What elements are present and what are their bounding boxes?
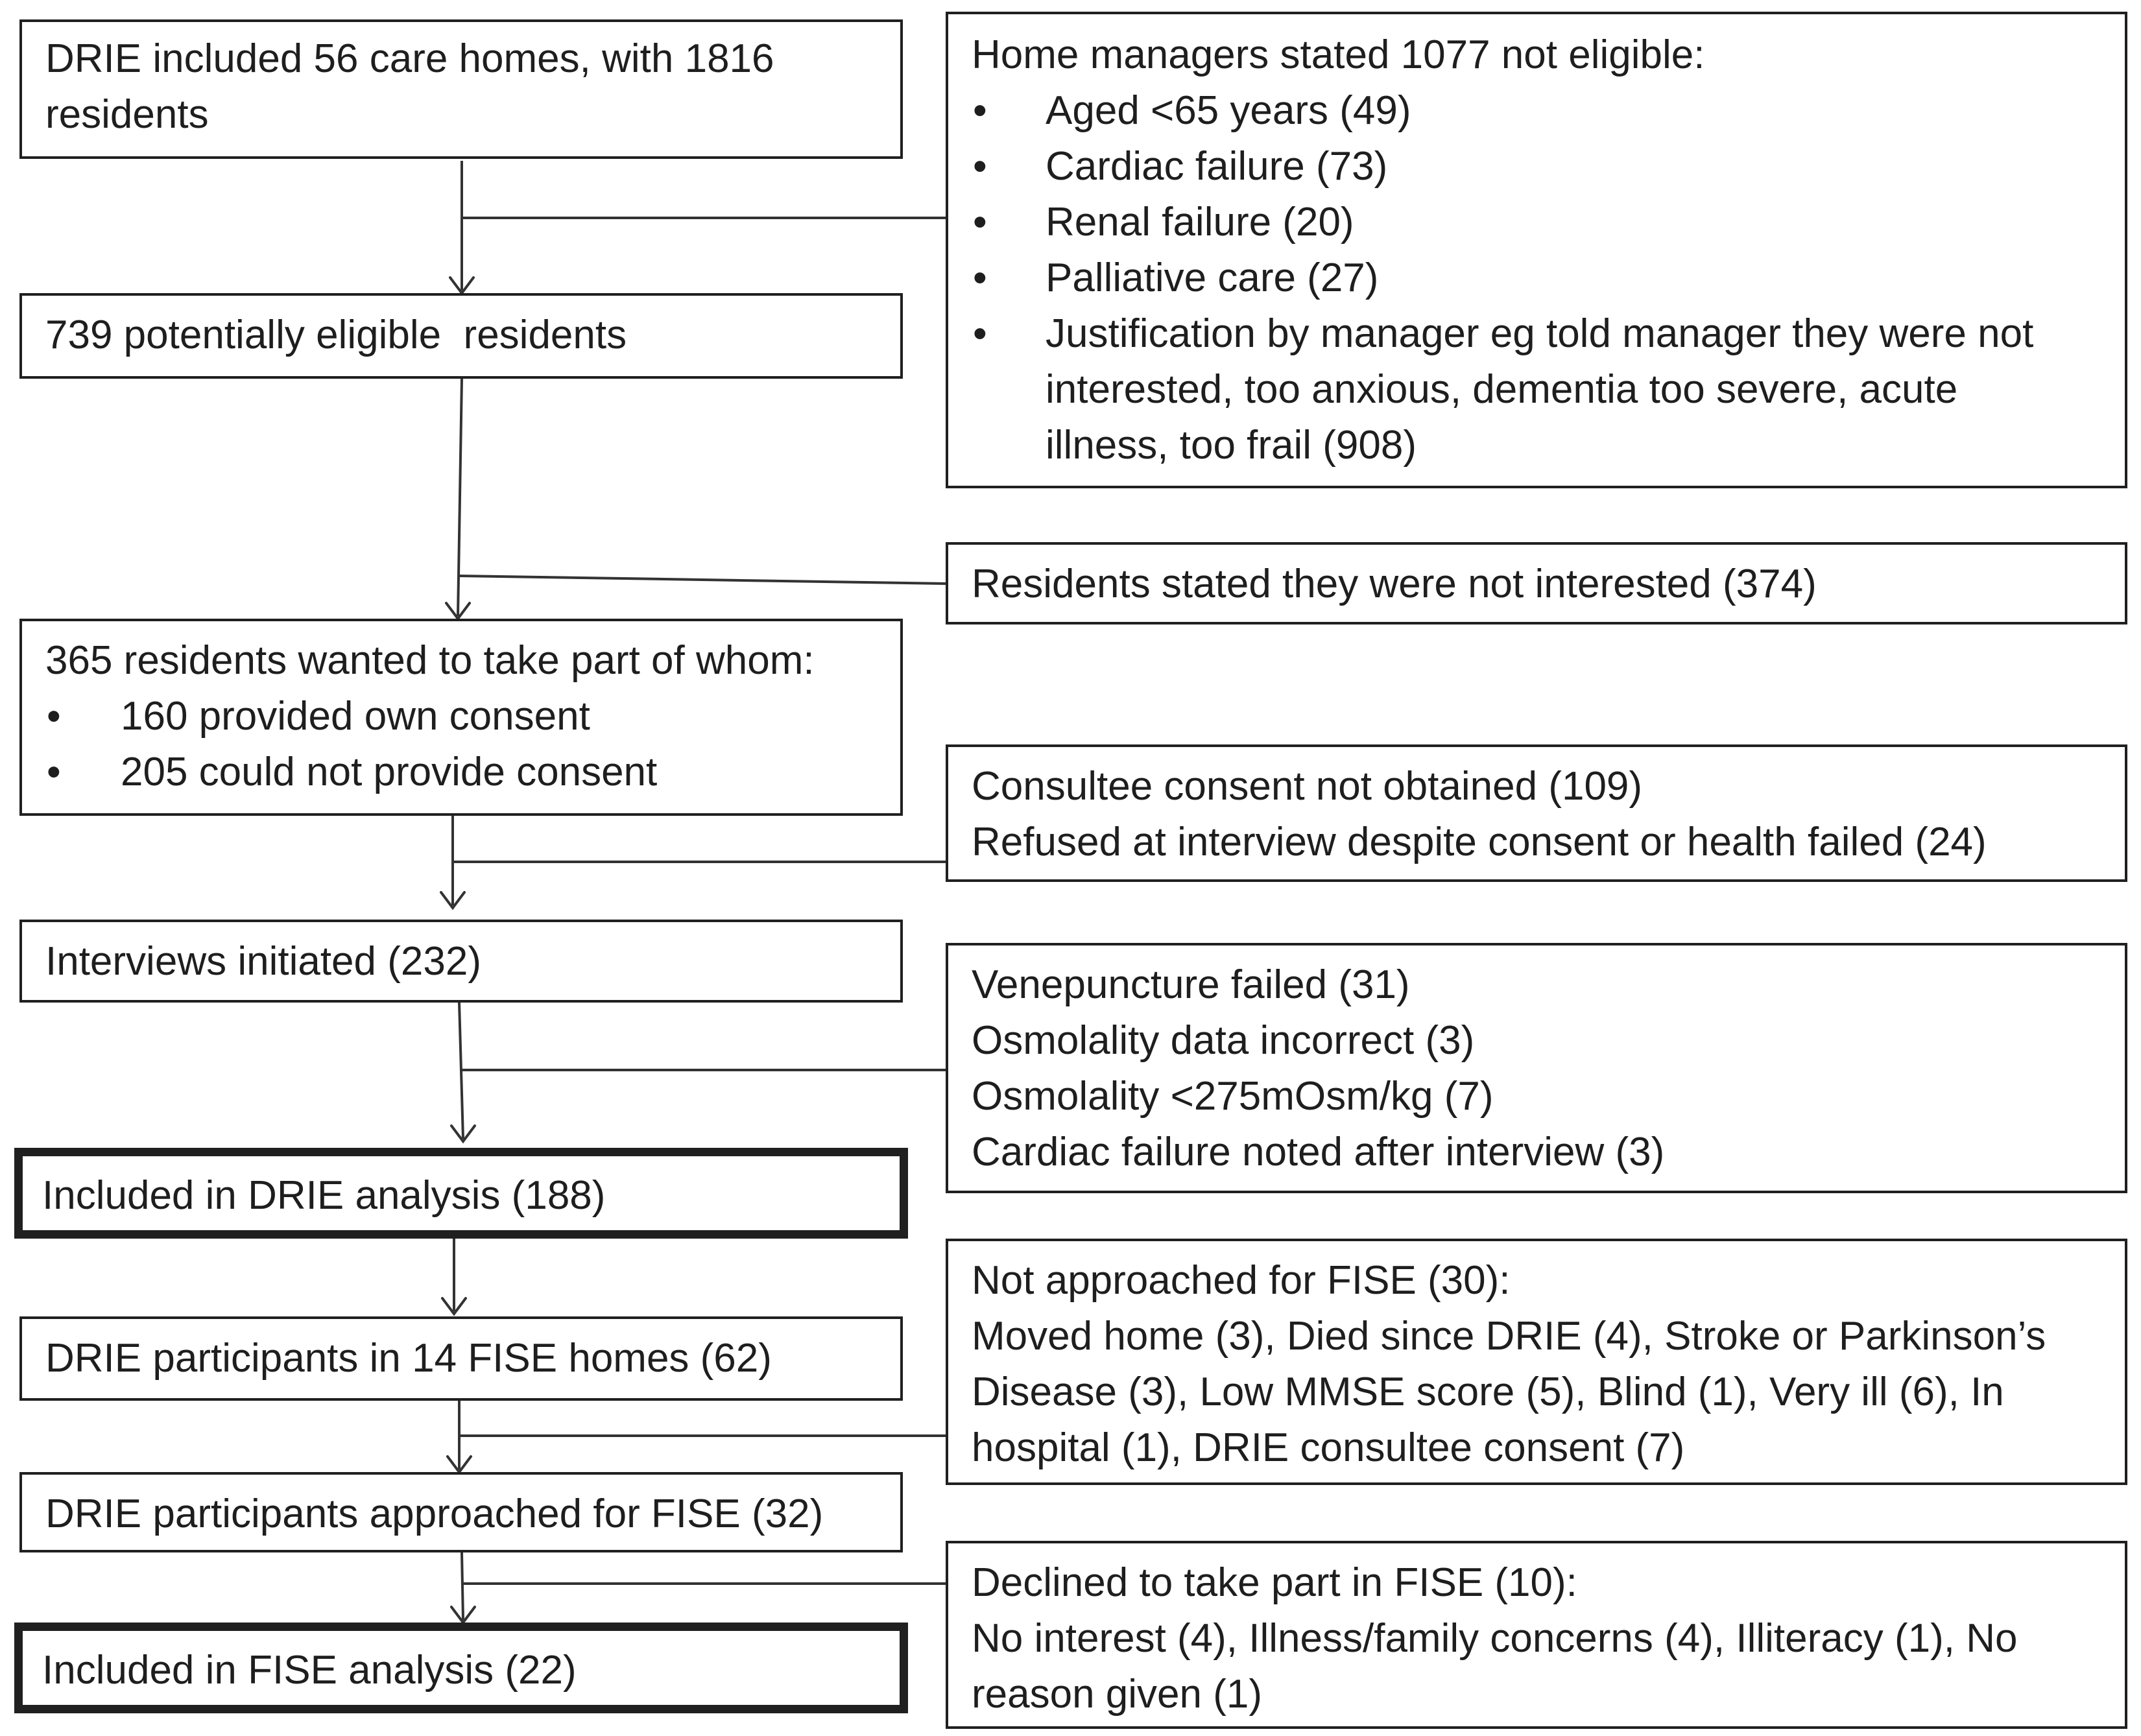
consent-issue-line: Consultee consent not obtained (109): [972, 764, 1643, 809]
not-eligible-list: [972, 83, 2101, 473]
not-approached-box: [946, 1239, 2127, 1485]
included-fise-analysis-box: [14, 1623, 908, 1713]
interviews-initiated-text: Interviews initiated (232): [45, 939, 481, 984]
not-interested-text: Residents stated they were not interested (374): [972, 562, 1817, 606]
potentially-eligible-box: [19, 293, 903, 379]
consent-list-item: • 160 provided own consent: [45, 689, 877, 744]
care-homes-box: [19, 19, 903, 159]
not-approached-heading: Not approached for FISE (30):: [972, 1258, 1511, 1303]
approached-fise-text: DRIE participants approached for FISE (32): [45, 1492, 824, 1536]
interviews-initiated-box: [19, 920, 903, 1003]
declined-fise-heading: Declined to take part in FISE (10):: [972, 1560, 1577, 1605]
not-interested-box: [946, 542, 2127, 624]
potentially-eligible-text: 739 potentially eligible residents: [45, 313, 627, 357]
included-fise-analysis-text: Included in FISE analysis (22): [42, 1648, 577, 1693]
fise-homes-box: [19, 1316, 903, 1401]
not-eligible-item: • Renal failure (20): [972, 195, 2101, 250]
not-eligible-box: [946, 12, 2127, 488]
not-approached-reasons: Moved home (3), Died since DRIE (4), Stroke or Parkinson’s Disease (3), Low MMSE score (5), Blind (1), Very ill (6), In hospital (1), DRIE consultee consent (7): [972, 1314, 2046, 1470]
approached-fise-box: [19, 1472, 903, 1552]
consent-list: [45, 689, 877, 800]
declined-fise-reasons: No interest (4), Illness/family concerns (4), Illiteracy (1), No reason given (1): [972, 1616, 2018, 1717]
not-eligible-item: • Cardiac failure (73): [972, 139, 2101, 195]
care-homes-text: DRIE included 56 care homes, with 1816 residents: [45, 36, 774, 137]
branch-line-not-interested: [459, 576, 947, 584]
flow-line-2: [458, 379, 462, 616]
included-drie-analysis-text: Included in DRIE analysis (188): [42, 1173, 606, 1218]
consent-issue-line: Refused at interview despite consent or health failed (24): [972, 820, 1987, 864]
not-eligible-item: • Aged <65 years (49): [972, 83, 2101, 139]
not-eligible-item: • Justification by manager eg told manager they were not interested, too anxious, dementia too severe, acute illness, too frail (908): [972, 306, 2101, 473]
declined-fise-box: [946, 1541, 2127, 1729]
sample-issue-line: Osmolality data incorrect (3): [972, 1018, 1475, 1063]
not-eligible-item: • Palliative care (27): [972, 250, 2101, 306]
wanted-to-take-part-heading: 365 residents wanted to take part of whom:: [45, 638, 815, 683]
wanted-to-take-part-box: [19, 619, 903, 816]
flow-line-7: [462, 1552, 463, 1620]
consent-list-item: • 205 could not provide consent: [45, 744, 877, 800]
consent-issues-box: [946, 744, 2127, 882]
sample-issue-line: Osmolality <275mOsm/kg (7): [972, 1074, 1494, 1119]
not-eligible-heading: Home managers stated 1077 not eligible:: [972, 32, 1705, 77]
included-drie-analysis-box: [14, 1148, 908, 1239]
sample-issue-line: Venepuncture failed (31): [972, 962, 1410, 1007]
sample-issue-line: Cardiac failure noted after interview (3): [972, 1130, 1665, 1174]
sample-issues-box: [946, 943, 2127, 1193]
fise-homes-text: DRIE participants in 14 FISE homes (62): [45, 1336, 772, 1381]
